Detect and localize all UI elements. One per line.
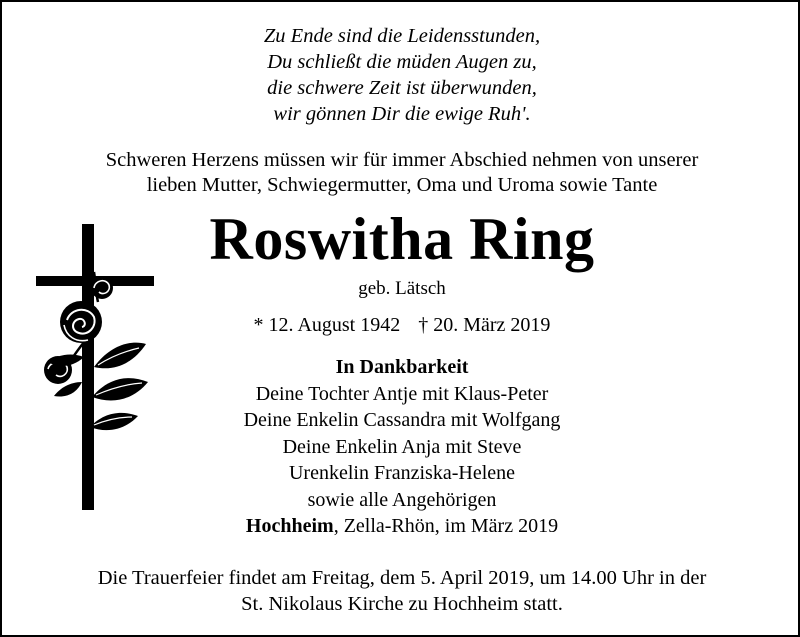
mourner-line: Urenkelin Franziska-Helene [288,462,515,484]
poem-line: Du schließt die müden Augen zu, [267,51,537,73]
place-rest: , Zella-Rhön, im März 2019 [333,515,559,537]
mourner-line: Deine Tochter Antje mit Klaus-Peter [255,382,549,405]
life-dates [2,312,800,338]
deceased-name: Roswitha Ring [209,206,595,272]
mourner-line: Deine Enkelin Anja mit Steve [282,435,522,458]
mourners-block [2,354,800,513]
intro-line: lieben Mutter, Schwiegermutter, Oma und Uroma sowie Tante [146,174,658,196]
poem-line: wir gönnen Dir die ewige Ruh'. [273,103,531,125]
mourner-line: sowie alle Angehörigen [307,488,497,511]
service-info [2,565,800,617]
poem [2,23,800,127]
mourners-heading: In Dankbarkeit [335,356,469,378]
service-line: Die Trauerfeier findet am Freitag, dem 5. April 2019, um 14.00 Uhr in der [97,567,707,589]
maiden-name: geb. Lätsch [358,278,446,299]
mourner-line: Deine Enkelin Cassandra mit Wolfgang [243,409,561,431]
place-town: Hochheim [245,515,334,537]
intro-line: Schweren Herzens müssen wir für immer Abschied nehmen von unserer [105,149,699,171]
intro-text [2,148,800,198]
poem-line: die schwere Zeit ist überwunden, [267,77,537,99]
place-and-date [2,513,800,539]
death-date: † 20. März 2019 [418,314,551,336]
poem-line: Zu Ende sind die Leidensstunden, [263,25,541,47]
birth-date: * 12. August 1942 [253,314,401,336]
service-line: St. Nikolaus Kirche zu Hochheim statt. [241,593,563,615]
